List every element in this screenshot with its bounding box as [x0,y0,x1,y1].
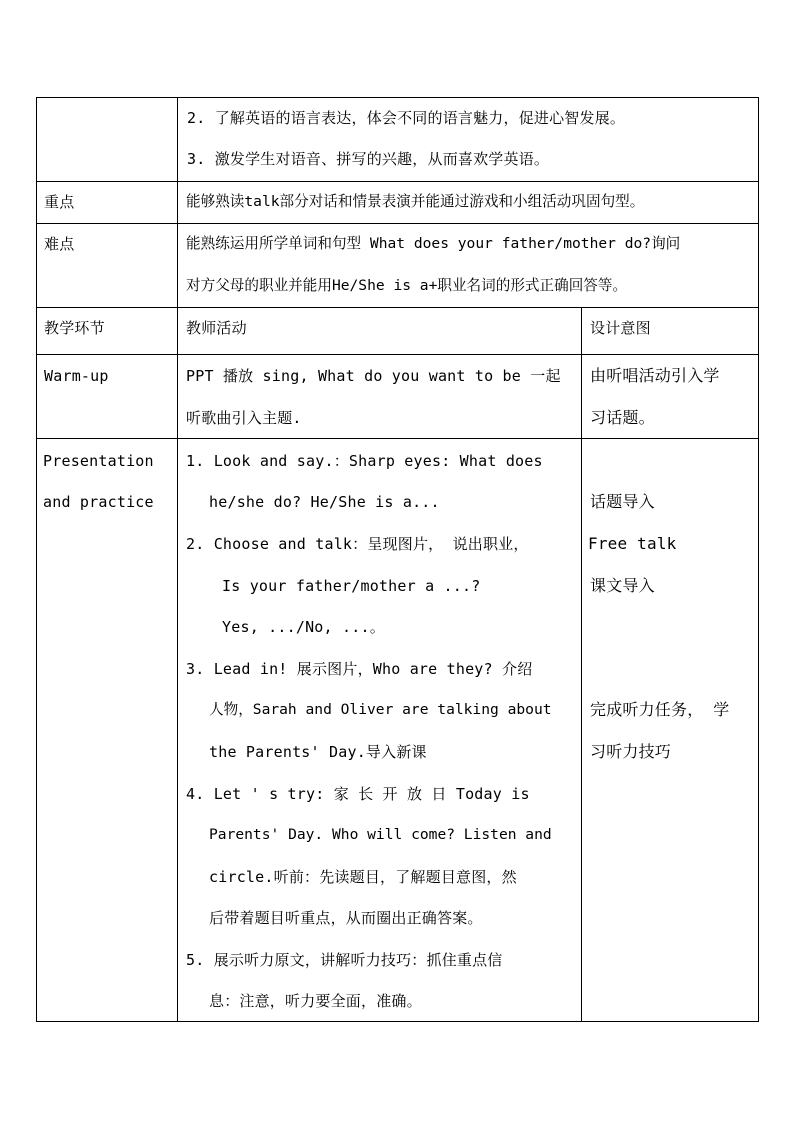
table-rule [36,354,759,355]
presentation-teacher-line: 后带着题目听重点，从而圈出正确答案。 [209,909,483,927]
presentation-teacher-line: Parents' Day. Who will come? Listen and [209,826,552,843]
difficulty-label: 难点 [44,235,75,253]
presentation-teacher-line: 4. Let ' s try: 家 长 开 放 日 Today is [186,785,530,803]
table-rule [36,307,759,308]
warmup-intent-line: 由听唱活动引入学 [590,366,720,385]
table-rule [36,223,759,224]
objective-item-3: 3. 激发学生对语音、拼写的兴趣，从而喜欢学英语。 [187,150,550,168]
presentation-teacher-line: the Parents' Day.导入新课 [209,743,427,761]
presentation-stage-line: and practice [43,493,154,511]
column-header-intent: 设计意图 [590,319,651,337]
presentation-teacher-line: Yes, .../No, ...。 [222,618,385,636]
table-column-divider [177,97,178,1022]
presentation-teacher-line: 5. 展示听力原文，讲解听力技巧：抓住重点信 [186,951,503,969]
presentation-intent-item: 话题导入 [590,492,655,511]
warmup-intent-line: 习话题。 [590,408,655,427]
presentation-teacher-line: 2. Choose and talk：呈现图片， 说出职业， [186,535,529,553]
difficulty-line: 对方父母的职业并能用He/She is a+职业名词的形式正确回答等。 [186,277,628,294]
key-point-text: 能够熟读talk部分对话和情景表演并能通过游戏和小组活动巩固句型。 [186,193,645,210]
presentation-stage-line: Presentation [43,452,154,470]
presentation-teacher-line: 息：注意，听力要全面，准确。 [209,992,422,1010]
column-header-stage: 教学环节 [44,319,105,337]
presentation-intent-item: 完成听力任务， 学 [590,700,730,719]
table-border-right [758,97,759,1022]
warmup-teacher-line: 听歌曲引入主题. [186,409,302,427]
table-border-left [36,97,37,1022]
objective-item-2: 2. 了解英语的语言表达，体会不同的语言魅力，促进心智发展。 [187,109,626,127]
presentation-intent-item: 课文导入 [590,576,655,595]
table-rule [36,438,759,439]
presentation-teacher-line: Is your father/mother a ...? [222,577,481,595]
table-border-bottom [36,1021,759,1022]
presentation-teacher-line: he/she do? He/She is a... [209,493,440,511]
difficulty-line: 能熟练运用所学单词和句型 What does your father/mother do?询问 [186,235,681,252]
table-border-top [36,97,759,98]
warmup-stage: Warm-up [44,367,109,385]
presentation-teacher-line: 人物，Sarah and Oliver are talking about [209,701,552,718]
column-header-teacher: 教师活动 [186,319,247,337]
table-column-divider [581,307,582,1022]
warmup-teacher-line: PPT 播放 sing, What do you want to be 一起 [186,367,561,385]
presentation-intent-item: Free talk [588,534,677,553]
presentation-intent-item: 习听力技巧 [590,742,672,761]
presentation-teacher-line: circle.听前：先读题目，了解题目意图，然 [209,868,517,886]
table-rule [36,181,759,182]
key-point-label: 重点 [44,193,75,211]
presentation-teacher-line: 3. Lead in! 展示图片，Who are they? 介绍 [186,660,533,678]
presentation-teacher-line: 1. Look and say.：Sharp eyes: What does [186,452,543,470]
